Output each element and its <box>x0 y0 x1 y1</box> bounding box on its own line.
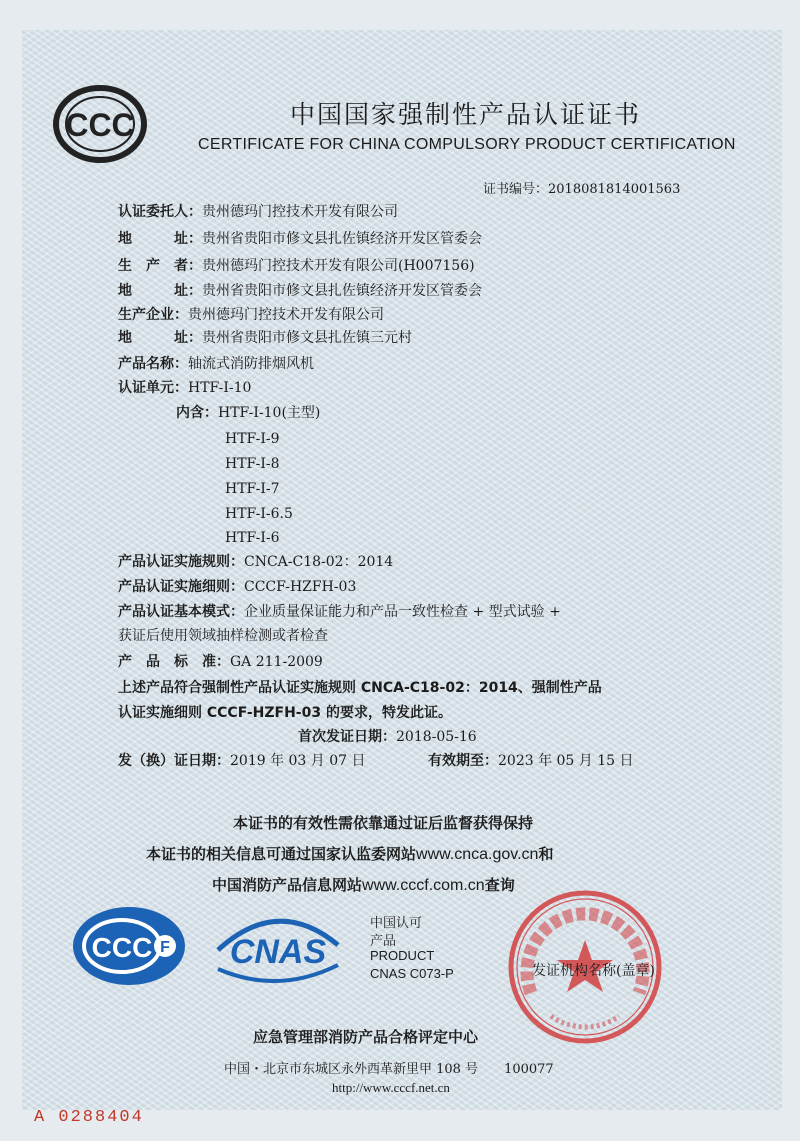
cccf-website-link[interactable]: www.cccf.com.cn <box>362 877 485 894</box>
title-english: CERTIFICATE FOR CHINA COMPULSORY PRODUCT CERTIFICATION <box>198 136 736 153</box>
cccf-logo-text: CCC <box>91 932 153 963</box>
rule-value: 企业质量保证能力和产品一致性检查 + 型式试验 + <box>244 604 561 620</box>
accreditation-line-1: 中国认可 <box>370 916 423 931</box>
cnas-logo-icon <box>208 905 348 987</box>
cccf-logo-f: F <box>160 939 170 956</box>
field-value: HTF-I-10 <box>188 380 252 396</box>
query-text: 本证书的相关信息可通过国家认监委网站 <box>146 845 417 863</box>
model-item: HTF-I-6.5 <box>225 506 293 522</box>
field-row <box>118 255 475 277</box>
field-row <box>118 280 482 302</box>
ccc-logo-text: CCC <box>65 107 135 143</box>
cnca-website-link[interactable]: www.cnca.gov.cn <box>416 846 539 863</box>
field-label: 生产企业： <box>118 307 188 323</box>
certification-mode-continued: 获证后使用领域抽样检测或者检查 <box>118 628 328 644</box>
field-label: 地 址： <box>118 283 202 299</box>
first-issue-date: 2018-05-16 <box>396 729 477 745</box>
validity-notice: 本证书的有效性需依靠通过证后监督获得保持 <box>233 814 534 832</box>
ccc-logo-icon <box>52 84 148 164</box>
first-issue-row <box>298 726 477 748</box>
certificate-number: 证书编号：2018081814001563 <box>483 182 681 197</box>
field-row <box>118 327 412 349</box>
rule-row <box>118 576 356 598</box>
cnas-logo-text: CNAS <box>229 933 327 971</box>
model-item: HTF-I-10(主型) <box>218 405 321 421</box>
contents-label: 内含： <box>176 405 218 421</box>
accreditation-line-4: CNAS C073-P <box>370 966 454 981</box>
field-value: 贵州省贵阳市修文县扎佐镇经济开发区管委会 <box>202 231 482 247</box>
rule-label: 产品认证实施细则： <box>118 579 244 595</box>
cccf-logo-icon <box>70 905 188 987</box>
accreditation-line-3: PRODUCT <box>370 948 435 963</box>
field-row <box>118 304 384 326</box>
rule-label: 产品认证基本模式： <box>118 604 244 620</box>
model-item: HTF-I-9 <box>225 431 280 447</box>
standard-row <box>118 651 323 673</box>
field-value: 贵州德玛门控技术开发有限公司(H007156) <box>202 258 475 274</box>
field-value: 贵州省贵阳市修文县扎佐镇三元村 <box>202 330 412 346</box>
organization-website-link[interactable]: http://www.cccf.net.cn <box>332 1080 450 1095</box>
issue-date: 2019 年 03 月 07 日 <box>230 753 366 769</box>
field-label: 认证单元： <box>118 380 188 396</box>
field-row <box>118 377 251 399</box>
model-item: HTF-I-7 <box>225 481 280 497</box>
query-text: 查询 <box>484 876 515 894</box>
valid-until-label: 有效期至： <box>428 753 498 769</box>
seal-caption: 发证机构名称(盖章) <box>532 963 655 979</box>
rule-value: CCCF-HZFH-03 <box>244 579 357 595</box>
statement-line-2: 认证实施细则 CCCF-HZFH-03 的要求，特发此证。 <box>118 705 452 721</box>
standard-label: 产 品 标 准： <box>118 654 230 670</box>
contents-row <box>176 402 320 424</box>
field-value: 轴流式消防排烟风机 <box>188 356 314 372</box>
title-chinese: 中国国家强制性产品认证证书 <box>290 100 642 129</box>
first-issue-label: 首次发证日期： <box>298 729 396 745</box>
standard-value: GA 211-2009 <box>230 654 323 670</box>
field-value: 贵州德玛门控技术开发有限公司 <box>202 204 398 220</box>
issue-date-label: 发（换）证日期： <box>118 753 230 769</box>
accreditation-line-2: 产品 <box>370 934 397 949</box>
field-value: 贵州德玛门控技术开发有限公司 <box>188 307 384 323</box>
query-notice-2 <box>212 874 515 895</box>
statement-line-1: 上述产品符合强制性产品认证实施规则 CNCA-C18-02：2014、强制性产品 <box>118 680 602 696</box>
model-item: HTF-I-6 <box>225 530 280 546</box>
query-notice-1 <box>146 843 553 864</box>
field-row <box>118 201 398 223</box>
field-value: 贵州省贵阳市修文县扎佐镇经济开发区管委会 <box>202 283 482 299</box>
field-label: 产品名称： <box>118 356 188 372</box>
field-label: 认证委托人： <box>118 204 202 220</box>
query-text: 和 <box>538 845 554 863</box>
issuing-organization: 应急管理部消防产品合格评定中心 <box>253 1028 479 1046</box>
field-label: 地 址： <box>118 231 202 247</box>
organization-address: 中国・北京市东城区永外西革新里甲 108 号 100077 <box>224 1062 554 1077</box>
field-row <box>118 353 314 375</box>
field-label: 地 址： <box>118 330 202 346</box>
issue-date-row <box>118 750 366 772</box>
query-text: 中国消防产品信息网站 <box>212 876 363 894</box>
valid-until-date: 2023 年 05 月 15 日 <box>498 753 634 769</box>
field-row <box>118 228 482 250</box>
field-label: 生 产 者： <box>118 258 202 274</box>
model-item: HTF-I-8 <box>225 456 280 472</box>
serial-number: A 0288404 <box>34 1108 144 1127</box>
rule-label: 产品认证实施规则： <box>118 554 244 570</box>
rule-row <box>118 601 561 623</box>
rule-row <box>118 551 393 573</box>
valid-until-row <box>428 750 634 772</box>
rule-value: CNCA-C18-02：2014 <box>244 554 394 570</box>
